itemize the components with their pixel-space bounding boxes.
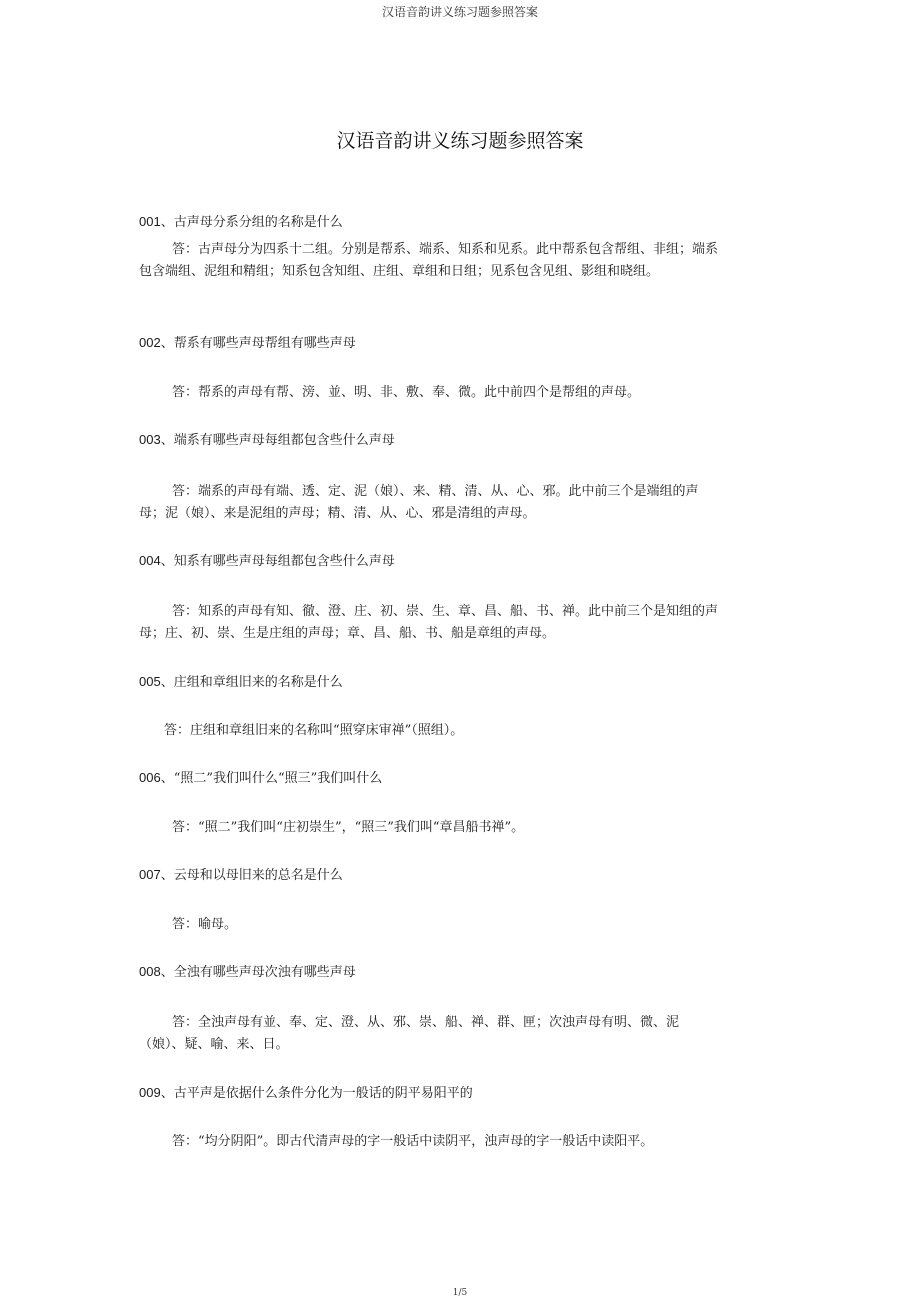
answer-text: 答：“均分阴阳”。即古代清声母的字一般话中读阴平，浊声母的字一般话中读阳平。: [172, 1134, 654, 1149]
question-text: 、庄组和章组旧来的名称是什么: [160, 675, 343, 690]
question-003: [139, 430, 739, 451]
answer-008: [139, 1012, 719, 1056]
document-title: 汉语音韵讲义练习题参照答案: [336, 130, 584, 152]
question-007: [139, 865, 739, 886]
answer-001: [139, 239, 719, 283]
question-number: 006: [139, 770, 161, 785]
question-number: 005: [139, 674, 161, 689]
answer-text: 答：“照二”我们叫“庄初崇生”，“照三”我们叫“章昌船书禅”。: [172, 820, 525, 835]
question-number: 009: [139, 1085, 161, 1100]
answer-006: [139, 817, 719, 839]
question-004: [139, 551, 739, 572]
question-text: 、端系有哪些声母每组都包含些什么声母: [160, 433, 395, 448]
answer-text: 答：全浊声母有並、奉、定、澄、从、邪、崇、船、禅、群、匣；次浊声母有明、微、泥（娘）、疑、喻、来、日。: [139, 1015, 680, 1052]
running-header: 汉语音韵讲义练习题参照答案: [381, 5, 538, 19]
answer-text: 答：古声母分为四系十二组。分别是帮系、端系、知系和见系。此中帮系包含帮组、非组；端系包含端组、泥组和精组；知系包含知组、庄组、章组和日组；见系包含见组、影组和晓组。: [139, 242, 719, 279]
question-number: 002: [139, 335, 161, 350]
answer-002: [139, 382, 719, 404]
answer-005: [131, 720, 711, 742]
answer-text: 答：喻母。: [172, 917, 238, 932]
question-text: 、云母和以母旧来的总名是什么: [160, 868, 343, 883]
question-008: [139, 962, 739, 983]
question-number: 007: [139, 867, 161, 882]
answer-text: 答：庄组和章组旧来的名称叫“照穿床审禅”（照组）。: [164, 723, 464, 738]
question-text: 、古声母分系分组的名称是什么: [160, 215, 343, 230]
question-number: 008: [139, 964, 161, 979]
question-number: 003: [139, 432, 161, 447]
question-001: [139, 212, 739, 233]
page-number: 1/5: [452, 1288, 468, 1298]
question-text: 、“照二”我们叫什么“照三”我们叫什么: [160, 771, 383, 786]
question-text: 、知系有哪些声母每组都包含些什么声母: [160, 554, 395, 569]
question-text: 、全浊有哪些声母次浊有哪些声母: [160, 965, 356, 980]
question-006: [139, 768, 739, 789]
question-009: [139, 1083, 739, 1104]
question-005: [139, 672, 739, 693]
question-text: 、帮系有哪些声母帮组有哪些声母: [160, 336, 356, 351]
answer-007: [139, 914, 719, 936]
answer-004: [139, 601, 719, 645]
answer-003: [139, 481, 719, 525]
answer-009: [139, 1131, 739, 1153]
answer-text: 答：知系的声母有知、徹、澄、庄、初、崇、生、章、昌、船、书、禅。此中前三个是知组的声母；庄、初、崇、生是庄组的声母；章、昌、船、书、船是章组的声母。: [139, 604, 719, 641]
question-002: [139, 333, 739, 354]
question-number: 004: [139, 553, 161, 568]
answer-text: 答：端系的声母有端、透、定、泥（娘）、来、精、清、从、心、邪。此中前三个是端组的声母；泥（娘）、来是泥组的声母；精、清、从、心、邪是清组的声母。: [139, 484, 699, 521]
answer-text: 答：帮系的声母有帮、滂、並、明、非、敷、奉、微。此中前四个是帮组的声母。: [172, 385, 641, 400]
question-text: 、古平声是依据什么条件分化为一般话的阴平易阳平的: [160, 1086, 473, 1101]
question-number: 001: [139, 214, 161, 229]
